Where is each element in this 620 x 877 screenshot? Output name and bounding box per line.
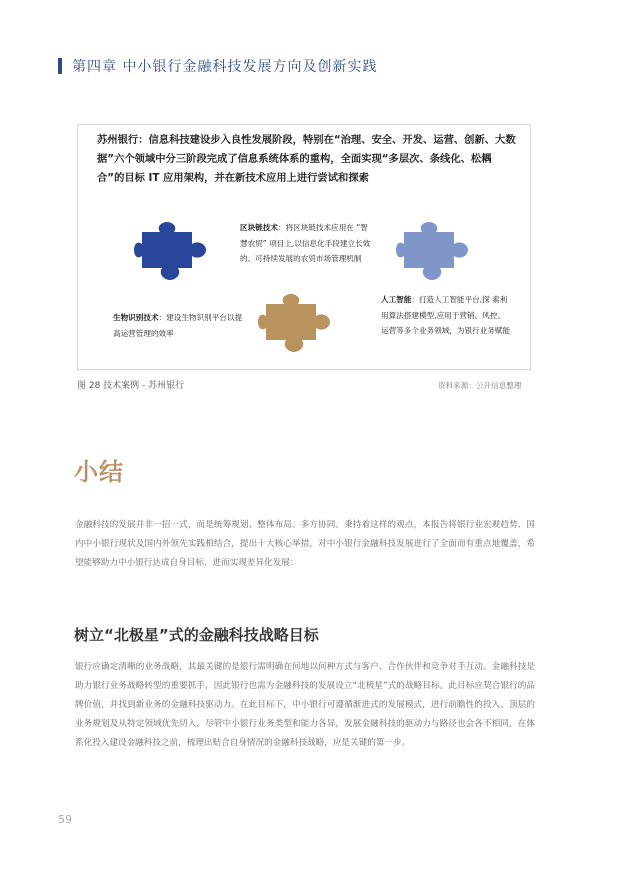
figure-intro-text: 苏州银行：信息科技建设步入良性发展阶段，特别在“治理、安全、开发、运营、创新、大数据”六个领域中分三阶段完成了信息系统体系的重构，全面实现“多层次、条线化、松耦合”的目标 IT 应用架构，并在新技术应用上进行尝试和探索	[97, 134, 516, 184]
page-number: 59	[58, 813, 72, 826]
puzzle-piece-shape	[134, 222, 206, 280]
chapter-title: 第四章 中小银行金融科技发展方向及创新实践	[72, 59, 378, 75]
figure-source: 资料来源：公开信息整理	[438, 381, 522, 390]
ai-text: ：打造人工智能平台,探 索利用算法搭建模型,应用于营销、风控、运营等多个业务领域，为银行业务赋能	[381, 295, 511, 335]
ai-description	[381, 292, 511, 339]
blockchain-text: ：将区块链技术应用在 “智慧农贸” 项目上,以信息化手段建立长效的、可持续发展的农贸市场管理机制	[240, 223, 371, 263]
header-accent-bar	[58, 58, 62, 74]
puzzle-piece-icon-blue	[134, 222, 206, 280]
figure-caption: 图 28 技术案例 - 苏州银行	[77, 381, 185, 391]
puzzle-piece-shape	[258, 294, 330, 352]
puzzle-piece-icon-lightblue	[396, 222, 468, 280]
biometric-description	[113, 310, 249, 341]
section-heading: 树立“北极星”式的金融科技战略目标	[74, 626, 319, 644]
summary-paragraph: 金融科技的发展并非一招一式，而是统筹规划、整体布局、多方协同。秉持着这样的观点，本报告将银行业宏观趋势、国内中小银行现状及国内外领先实践相结合，提出十大核心举措，对中小银行金融科技发展进行了全面而有重点地覆盖，希望能够助力中小银行达成自身目标，进而实现差异化发展：	[75, 520, 535, 568]
puzzle-piece-icon-gold	[258, 294, 330, 352]
puzzle-piece-shape	[396, 222, 468, 280]
section-paragraph: 银行应确定清晰的业务战略，其最关键的是银行需明确在何地以何种方式与客户、合作伙伴和竞争对手互动。金融科技是助力银行业务战略转型的重要抓手，因此银行也需为金融科技的发展设立“北极星”式的战略目标。此目标应契合银行的品牌价值，并找到新业务的金融科技驱动力。在此目标下，中小银行可遵循渐进式的发展模式，进行前瞻性的投入、顶层的业务规划及从特定领域优先切入。尽管中小银行业务类型和能力各异，发展金融科技的驱动力与路径也会各不相同，在体系化投入建设金融科技之前，梳理出贴合自身情况的金融科技战略，应是关键的第一步。	[75, 662, 535, 748]
biometric-label: 生物识别技术	[113, 313, 159, 322]
blockchain-label: 区块链技术	[240, 223, 278, 232]
summary-heading: 小结	[74, 458, 124, 486]
biometric-text: ：建设生物识别平台以提高运营管理的效率	[113, 313, 243, 338]
ai-label: 人工智能	[381, 295, 412, 304]
blockchain-description	[240, 220, 372, 267]
